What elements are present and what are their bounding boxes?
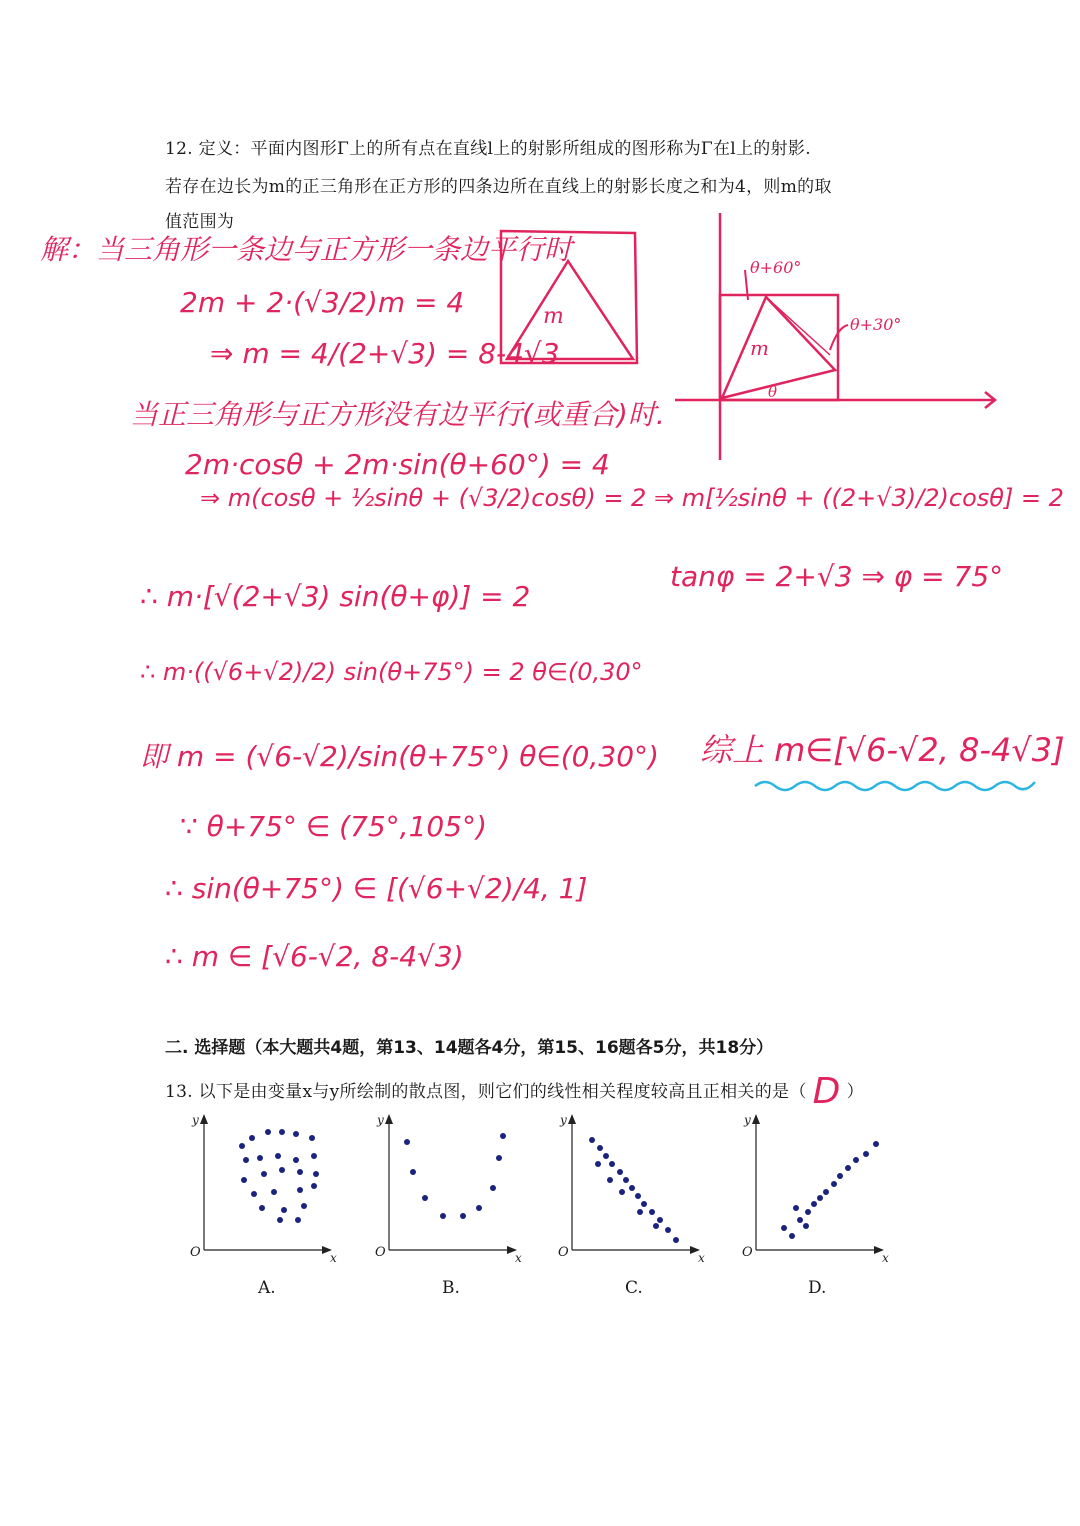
fig2-theta60-label: θ+60° [750, 258, 802, 277]
y-arrow-icon [752, 1114, 760, 1124]
y-axis-label: y [560, 1113, 567, 1127]
scatter-point [629, 1185, 635, 1191]
q12-line-2: 若存在边长为m的正三角形在正方形的四条边所在直线上的射影长度之和为4，则m的取 [165, 177, 832, 197]
scatter-point [617, 1169, 623, 1175]
projection-line [766, 297, 830, 355]
scatter-point [404, 1139, 410, 1145]
scatter-point [803, 1223, 809, 1229]
fig2-m-label: m [750, 336, 769, 360]
handwritten-solution-2: 2m + 2·(√3/2)m = 4 [180, 286, 465, 319]
handwritten-solution-1: 解：当三角形一条边与正方形一条边平行时 [40, 233, 573, 266]
handwritten-solution-4: 当正三角形与正方形没有边平行(或重合)时. [130, 398, 665, 431]
scatter-plot-b [375, 1113, 522, 1265]
x-axis-label: x [330, 1251, 337, 1265]
section-2-title: 二. 选择题（本大题共4题，第13、14题各4分，第15、16题各5分，共18分） [165, 1038, 774, 1058]
handwritten-solution-12: ∴ m ∈ [√6-√2, 8-4√3) [165, 940, 464, 973]
scatter-point [422, 1195, 428, 1201]
handwritten-solution-9: 即 m = (√6-√2)/sin(θ+75°) θ∈(0,30°) [140, 740, 659, 773]
handwritten-solution-3: ⇒ m = 4/(2+√3) = 8-4√3 [210, 337, 560, 370]
q12-line-1: 12. 定义：平面内图形Γ上的所有点在直线l上的射影所组成的图形称为Γ在l上的射影. [165, 139, 811, 159]
handwritten-solution-6: ⇒ m(cosθ + ½sinθ + (√3/2)cosθ) = 2 ⇒ m[½sinθ + ((2+√3)/2)cosθ] = 2 [200, 484, 1064, 512]
handwritten-solution-5: 2m·cosθ + 2m·sin(θ+60°) = 4 [185, 448, 610, 481]
scatter-point [243, 1157, 249, 1163]
y-axis-label: y [744, 1113, 751, 1127]
x-axis-label: x [882, 1251, 889, 1265]
scatter-point [313, 1171, 319, 1177]
option-label-a: A. [258, 1278, 276, 1298]
scatter-point [311, 1153, 317, 1159]
scatter-point [823, 1189, 829, 1195]
scatter-point [301, 1203, 307, 1209]
scatter-point [257, 1155, 263, 1161]
scatter-plot-c [558, 1113, 705, 1265]
fig2-theta-label: θ [768, 383, 778, 401]
rotated-triangle [722, 297, 835, 398]
wavy-underline-path [755, 782, 1035, 790]
scatter-plot-a [190, 1113, 337, 1265]
handwritten-tan-phi: tanφ = 2+√3 ⇒ φ = 75° [670, 560, 1004, 593]
option-label-b: B. [442, 1278, 460, 1298]
scatter-point [817, 1195, 823, 1201]
scatter-point [500, 1133, 506, 1139]
scatter-point [609, 1161, 615, 1167]
scatter-point [603, 1153, 609, 1159]
scatter-point [261, 1171, 267, 1177]
scatter-point [845, 1165, 851, 1171]
y-axis-label: y [377, 1113, 384, 1127]
scatter-point [831, 1181, 837, 1187]
handwritten-solution-11: ∴ sin(θ+75°) ∈ [(√6+√2)/4, 1] [165, 872, 588, 905]
scatter-point [641, 1201, 647, 1207]
scatter-point [251, 1191, 257, 1197]
handwritten-conclusion: 综上 m∈[√6-√2, 8-4√3] [700, 731, 1065, 769]
scatter-point [789, 1233, 795, 1239]
scatter-point [476, 1205, 482, 1211]
y-arrow-icon [200, 1114, 208, 1124]
scatter-point [271, 1189, 277, 1195]
scatter-point [265, 1129, 271, 1135]
scatter-point [637, 1209, 643, 1215]
scatter-point [781, 1225, 787, 1231]
scatter-point [460, 1213, 466, 1219]
origin-label: O [375, 1245, 386, 1260]
scatter-point [293, 1131, 299, 1137]
x-axis-label: x [515, 1251, 522, 1265]
y-arrow-icon [385, 1114, 393, 1124]
scatter-plot-d [742, 1113, 889, 1265]
origin-label: O [742, 1245, 753, 1260]
scatter-point [275, 1153, 281, 1159]
scatter-point [623, 1177, 629, 1183]
scatter-point [311, 1183, 317, 1189]
scatter-point [635, 1193, 641, 1199]
scatter-point [239, 1143, 245, 1149]
q13-close-paren: ） [846, 1082, 864, 1102]
figure-square-triangle [495, 225, 645, 370]
option-label-d: D. [808, 1278, 827, 1298]
origin-label: O [190, 1245, 201, 1260]
scatter-point [241, 1177, 247, 1183]
scatter-point [277, 1217, 283, 1223]
scatter-point [673, 1237, 679, 1243]
scatter-point [440, 1213, 446, 1219]
x-axis-label: x [698, 1251, 705, 1265]
triangle-outline [507, 261, 633, 359]
scatter-point [653, 1223, 659, 1229]
scatter-point [657, 1217, 663, 1223]
scatter-point [259, 1205, 265, 1211]
scatter-point [607, 1177, 613, 1183]
scatter-point [873, 1141, 879, 1147]
scatter-point [293, 1157, 299, 1163]
scatter-point [837, 1173, 843, 1179]
scatter-point [295, 1217, 301, 1223]
scatter-point [279, 1129, 285, 1135]
fig2-theta30-label: θ+30° [850, 315, 902, 334]
square-outline [501, 231, 637, 363]
wavy-underline [750, 768, 1050, 798]
y-axis-label: y [192, 1113, 199, 1127]
handwritten-solution-7: ∴ m·[√(2+√3) sin(θ+φ)] = 2 [140, 580, 531, 613]
scatter-point [589, 1137, 595, 1143]
scatter-point [281, 1207, 287, 1213]
scatter-point [410, 1169, 416, 1175]
scatter-point [309, 1135, 315, 1141]
figure-rotated-triangle [670, 205, 1000, 465]
scatter-point [811, 1201, 817, 1207]
scatter-plots [180, 1108, 900, 1308]
scatter-point [597, 1145, 603, 1151]
fig1-m-label: m [543, 304, 564, 329]
handwritten-solution-10: ∵ θ+75° ∈ (75°,105°) [180, 810, 487, 843]
scatter-point [297, 1187, 303, 1193]
scatter-point [595, 1161, 601, 1167]
scatter-point [649, 1209, 655, 1215]
scatter-point [853, 1157, 859, 1163]
scatter-point [279, 1167, 285, 1173]
scatter-point [665, 1227, 671, 1233]
option-label-c: C. [625, 1278, 643, 1298]
q13-handwritten-answer: D [812, 1071, 841, 1112]
scatter-point [619, 1189, 625, 1195]
scatter-point [490, 1185, 496, 1191]
q12-line-3: 值范围为 [165, 212, 235, 232]
handwritten-solution-8: ∴ m·((√6+√2)/2) sin(θ+75°) = 2 θ∈(0,30° [140, 658, 643, 686]
scatter-point [297, 1169, 303, 1175]
scatter-point [496, 1155, 502, 1161]
q13-text [165, 1071, 864, 1112]
scatter-point [249, 1135, 255, 1141]
scatter-point [863, 1151, 869, 1157]
scatter-point [793, 1205, 799, 1211]
scatter-point [805, 1209, 811, 1215]
y-arrow-icon [568, 1114, 576, 1124]
origin-label: O [558, 1245, 569, 1260]
scatter-point [797, 1217, 803, 1223]
q13-stem: 13. 以下是由变量x与y所绘制的散点图，则它们的线性相关程度较高且正相关的是（ [165, 1082, 807, 1102]
